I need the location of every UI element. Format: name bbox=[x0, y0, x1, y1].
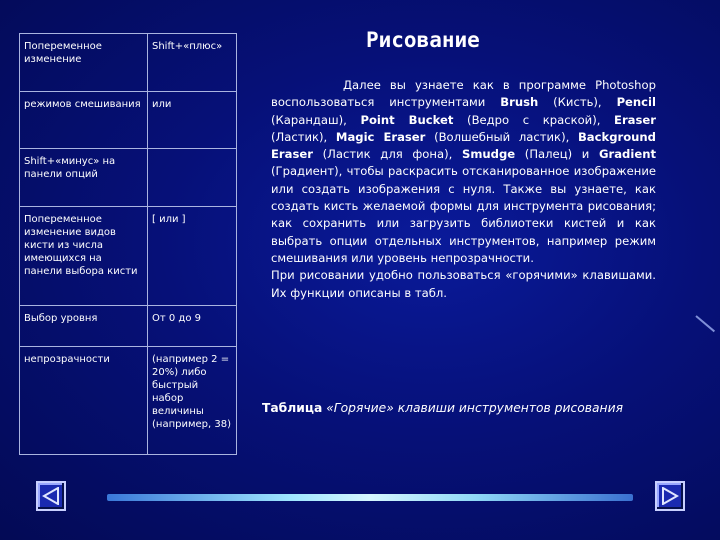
table-row bbox=[20, 207, 237, 306]
table-cell-keys bbox=[148, 149, 237, 207]
tool-name: Eraser bbox=[614, 112, 656, 127]
table-cell-keys: или bbox=[148, 92, 237, 149]
tool-name: Brush bbox=[500, 95, 539, 110]
table-row bbox=[20, 149, 237, 207]
caption-text: «Горячие» клавиши инструментов рисования bbox=[322, 401, 623, 415]
triangle-left-icon bbox=[42, 487, 60, 505]
table-cell-action: непрозрачности bbox=[20, 347, 148, 455]
page-title: Рисование bbox=[366, 28, 480, 52]
tool-name: Point Bucket bbox=[360, 112, 454, 127]
table-row bbox=[20, 92, 237, 149]
table-row bbox=[20, 306, 237, 347]
tool-name: Background Eraser bbox=[271, 129, 656, 162]
tool-name: Smudge bbox=[461, 147, 516, 162]
table-cell-keys: Shift+«плюс» bbox=[148, 34, 237, 92]
triangle-right-icon bbox=[661, 487, 679, 505]
table-caption bbox=[262, 401, 702, 415]
table-cell-action: Попеременное изменение bbox=[20, 34, 148, 92]
hotkeys-table bbox=[19, 33, 237, 455]
body-text bbox=[271, 77, 656, 302]
navigation-bar bbox=[107, 494, 633, 501]
previous-slide-button[interactable] bbox=[36, 481, 66, 511]
table-cell-keys: [ или ] bbox=[148, 207, 237, 306]
tool-name: Gradient bbox=[599, 147, 656, 162]
table-cell-keys: От 0 до 9 bbox=[148, 306, 237, 347]
table-row bbox=[20, 347, 237, 455]
tool-name: Pencil bbox=[616, 95, 656, 110]
paragraph-hotkeys: При рисовании удобно пользоваться «горячими» клавишами. Их функции описаны в табл. bbox=[271, 268, 656, 300]
paragraph-tools: Далее вы узнаете как в программе Photoshop воспользоваться инструментами Brush (Кисть), Pencil (Карандаш), Point Bucket (Ведро с краской), Eraser (Ластик), Magic Eraser (Волшебный ластик), Background Eraser (Ластик для фона), Smudge (Палец) и Gradient (Градиент), чтобы раскрасить отсканированное изображение или создать изображения с нуля. Также вы узнаете, как создать кисть желаемой формы для инструмента рисования; как сохранить или загрузить библиотеки кистей и как выбрать опции отдельных инструментов, например режим смешивания или уровень непрозрачности. bbox=[271, 78, 656, 265]
table-cell-keys: (например 2 = 20%) либо быстрый набор величины (например, 38) bbox=[148, 347, 237, 455]
decorative-line bbox=[695, 315, 715, 332]
caption-label: Таблица bbox=[262, 401, 323, 415]
table-cell-action: режимов смешивания bbox=[20, 92, 148, 149]
table-cell-action: Выбор уровня bbox=[20, 306, 148, 347]
table-row bbox=[20, 34, 237, 92]
table-cell-action: Попеременное изменение видов кисти из числа имеющихся на панели выбора кисти bbox=[20, 207, 148, 306]
tool-name: Magic Eraser bbox=[335, 129, 426, 144]
next-slide-button[interactable] bbox=[655, 481, 685, 511]
table-cell-action: Shift+«минус» на панели опций bbox=[20, 149, 148, 207]
